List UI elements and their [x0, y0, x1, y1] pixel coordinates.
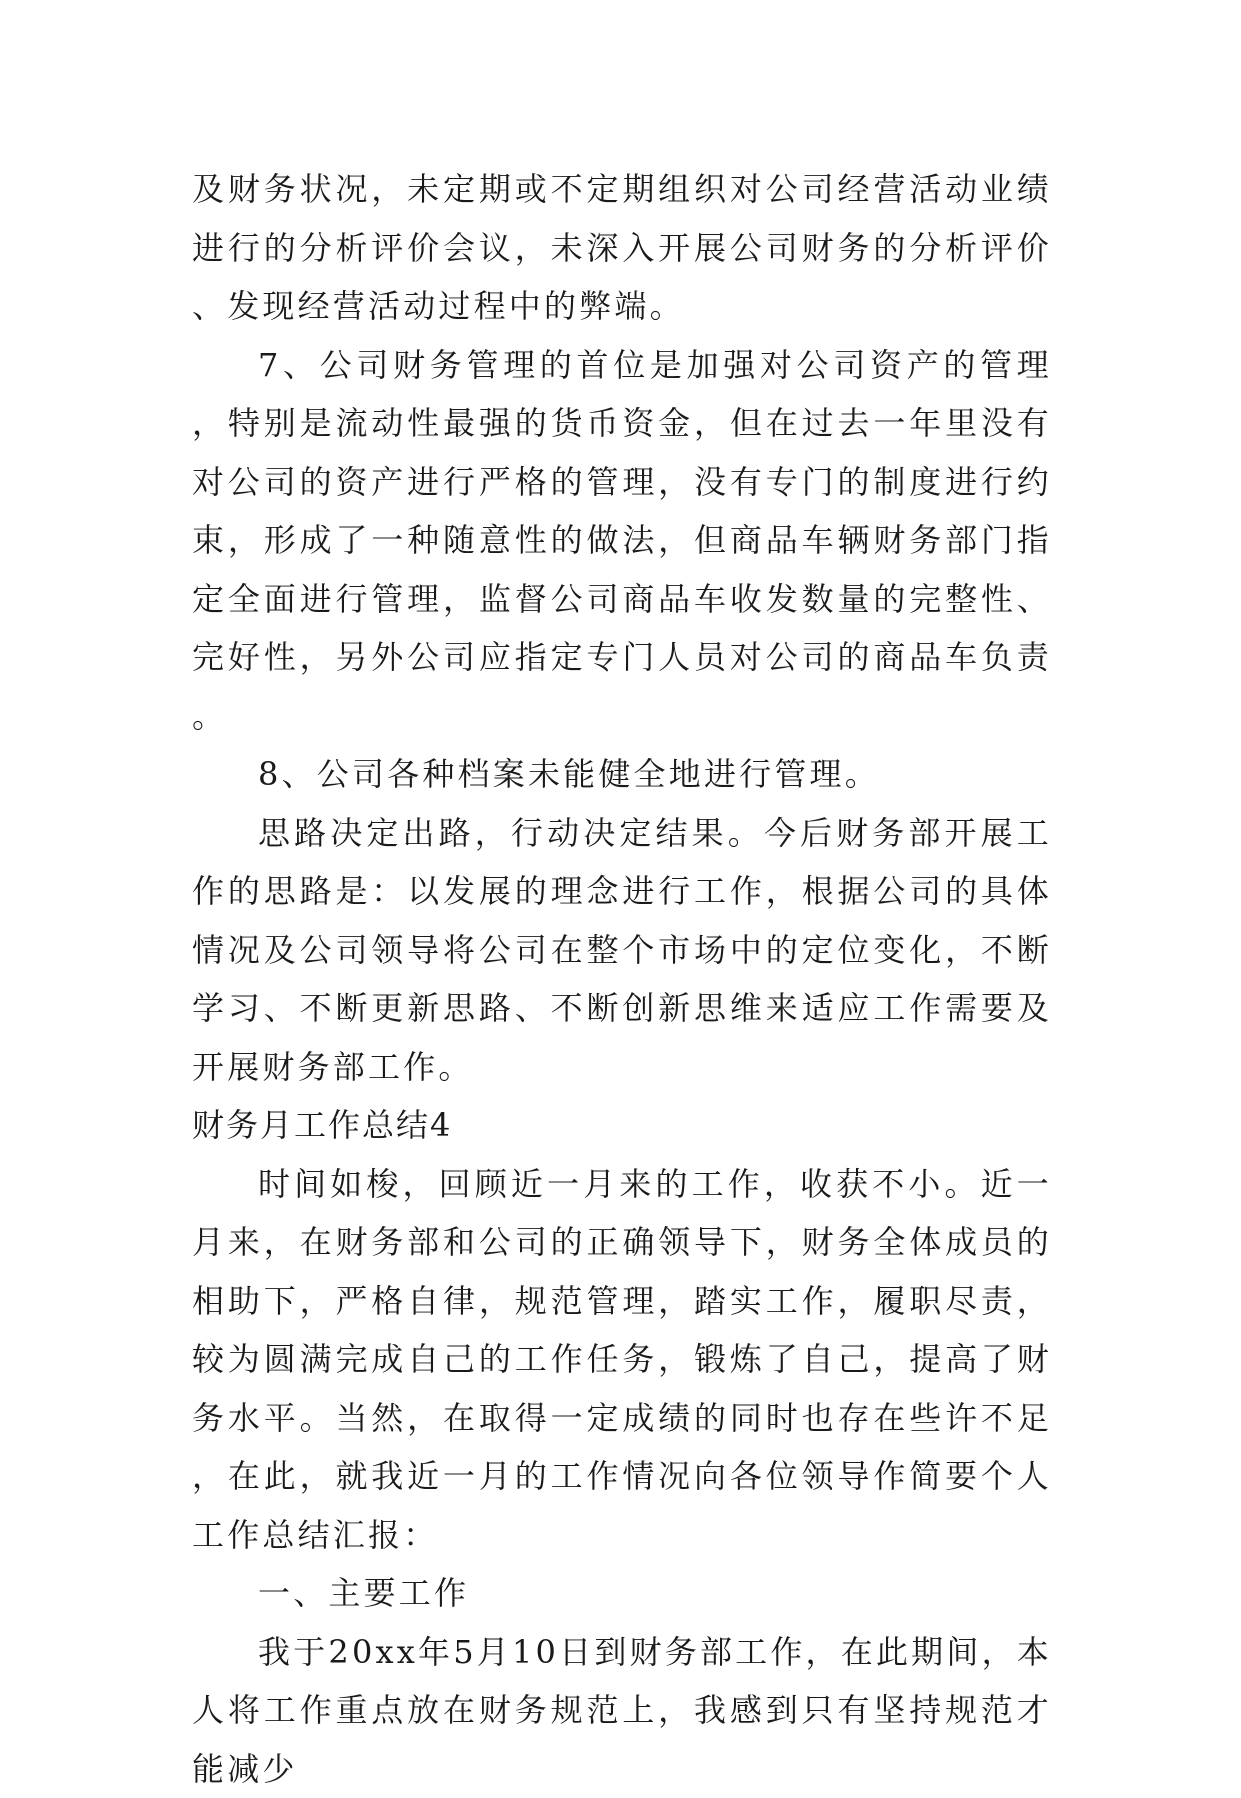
paragraph-financial-status: 及财务状况，未定期或不定期组织对公司经营活动业绩进行的分析评价会议，未深入开展公司财务的分析评价、发现经营活动过程中的弊端。: [192, 160, 1052, 336]
paragraph-item-8: 8、公司各种档案未能健全地进行管理。: [192, 745, 1052, 804]
paragraph-future-approach: 思路决定出路，行动决定结果。今后财务部开展工作的思路是：以发展的理念进行工作，根据公司的具体情况及公司领导将公司在整个市场中的定位变化，不断学习、不断更新思路、不断创新思维来适应工作需要及开展财务部工作。: [192, 804, 1052, 1097]
paragraph-review-intro: 时间如梭，回顾近一月来的工作，收获不小。近一月来，在财务部和公司的正确领导下，财务全体成员的相助下，严格自律，规范管理，踏实工作，履职尽责，较为圆满完成自己的工作任务，锻炼了自己，提高了财务水平。当然，在取得一定成绩的同时也存在些许不足，在此，就我近一月的工作情况向各位领导作简要个人工作总结汇报：: [192, 1155, 1052, 1565]
paragraph-start-work: 我于20xx年5月10日到财务部工作，在此期间，本人将工作重点放在财务规范上，我感到只有坚持规范才能减少: [192, 1623, 1052, 1798]
section-heading-summary-4: 财务月工作总结4: [192, 1096, 1052, 1155]
paragraph-item-7: 7、公司财务管理的首位是加强对公司资产的管理，特别是流动性最强的货币资金，但在过去一年里没有对公司的资产进行严格的管理，没有专门的制度进行约束，形成了一种随意性的做法，但商品车辆财务部门指定全面进行管理，监督公司商品车收发数量的完整性、完好性，另外公司应指定专门人员对公司的商品车负责。: [192, 336, 1052, 746]
subheading-main-work: 一、主要工作: [192, 1564, 1052, 1623]
document-body: [192, 160, 1052, 1798]
